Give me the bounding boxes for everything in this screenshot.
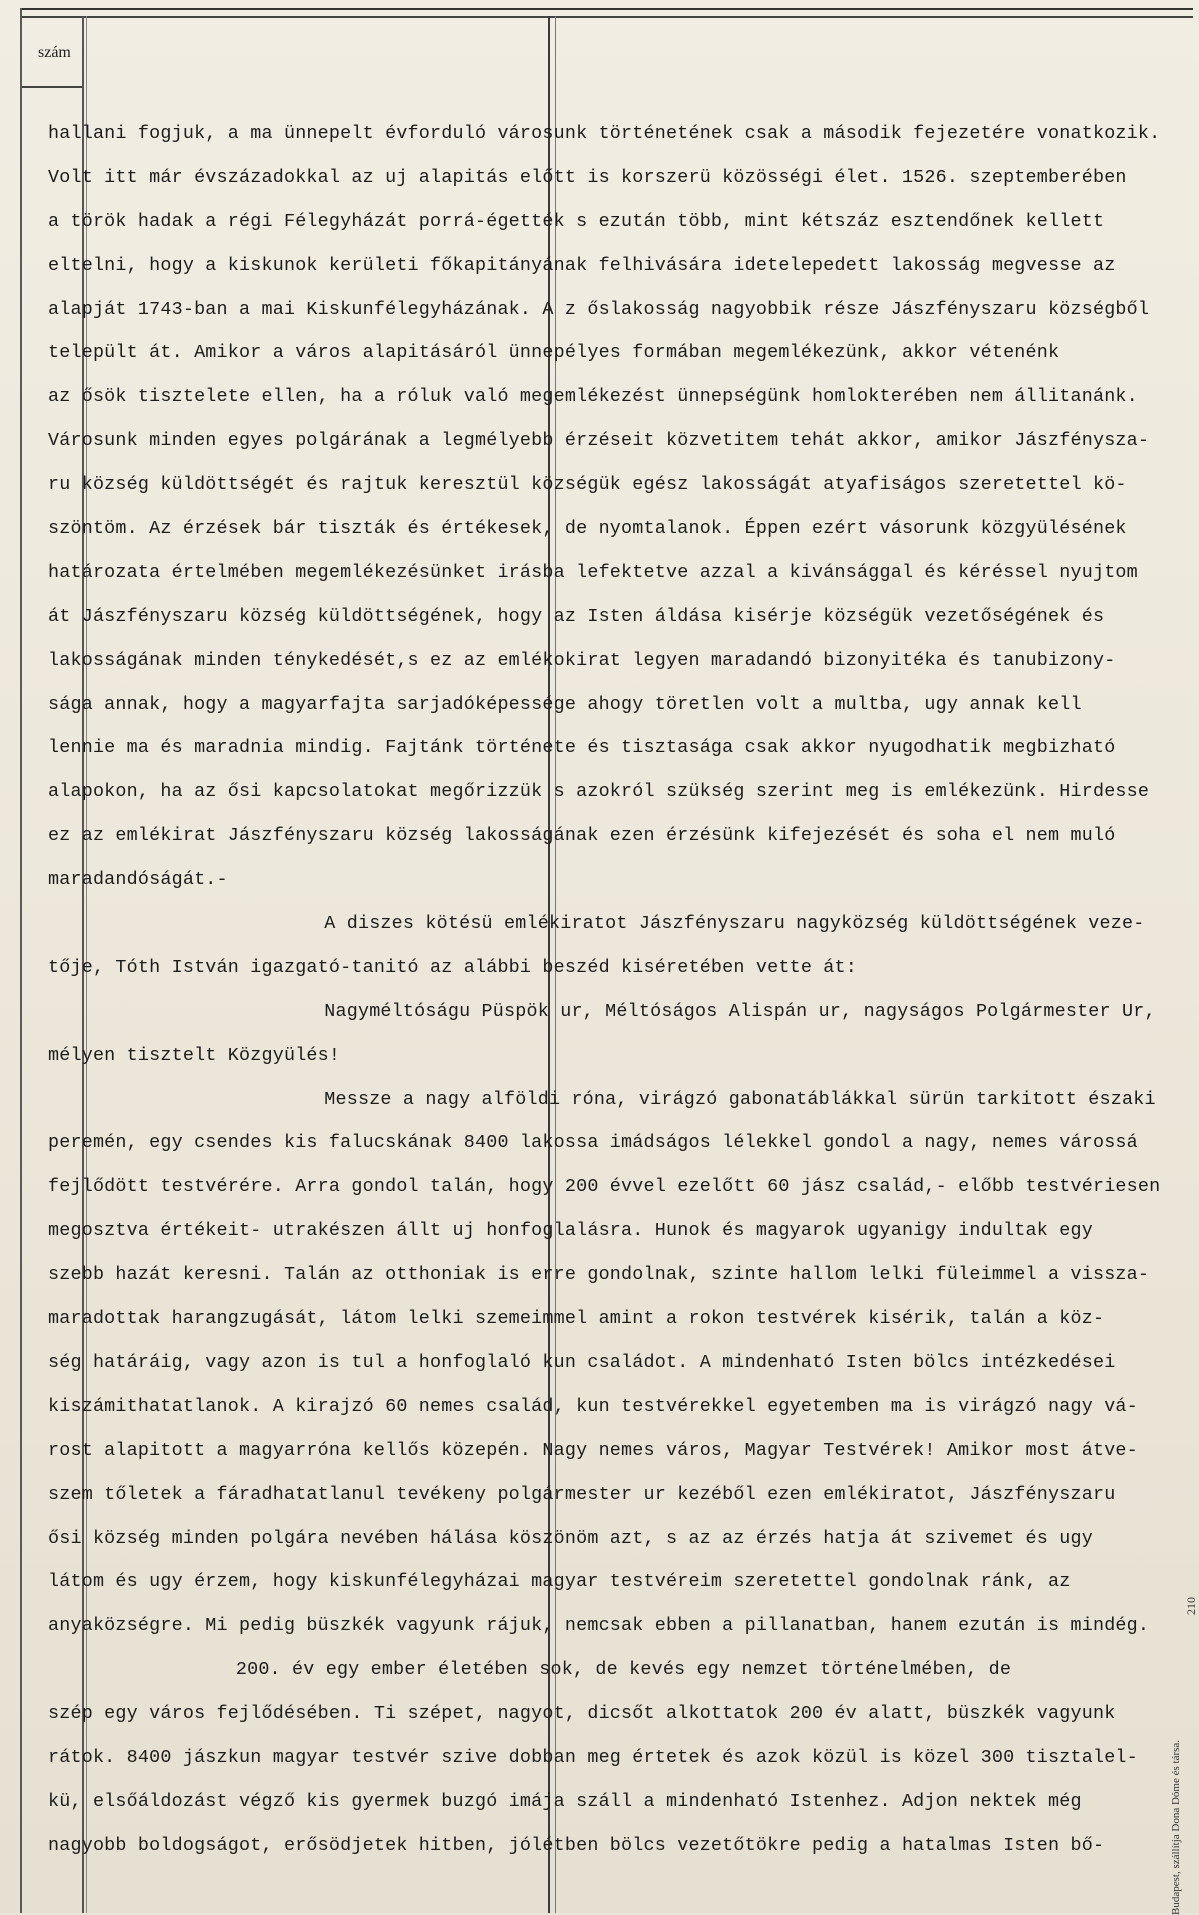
text-line: át Jászfényszaru község küldöttségének, hogy az Isten áldása kisérje községük vezetőségének és: [48, 605, 1105, 627]
top-rule-second: [20, 16, 1193, 18]
text-line: tője, Tóth István igazgató-tanitó az alábbi beszéd kiséretében vette át:: [48, 956, 858, 978]
top-rule: [20, 8, 1193, 10]
text-line: lakosságának minden ténykedését,s ez az emlékokirat legyen maradandó bizonyitéka és tanubizony-: [48, 649, 1116, 671]
text-line: fejlődött testvérére. Arra gondol talán, hogy 200 évvel ezelőtt 60 jász család,- előbb testvériesen: [48, 1176, 1161, 1198]
text-line: anyaközségre. Mi pedig büszkék vagyunk rájuk, nemcsak ebben a pillanatban, hanem ezután is mindég.: [48, 1615, 1150, 1637]
text-line: hallani fogjuk, a ma ünnepelt évforduló városunk történetének csak a második fejezetére vonatkozik.: [48, 123, 1161, 144]
text-line: alapját 1743-ban a mai Kiskunfélegyházának. A z őslakosság nagyobbik része Jászfényszaru községből: [48, 298, 1150, 320]
text-line: eltelni, hogy a kiskunok kerületi főkapitányának felhivására idetelepedett lakosság megvesse az: [48, 254, 1116, 276]
printer-imprint: Budapest, szállítja Dona Dóme és társa.: [1170, 1739, 1182, 1915]
text-line: 200. év egy ember életében sok, de kevés egy nemzet történelmében, de: [235, 1659, 1012, 1681]
text-line: Messze a nagy alföldi róna, virágzó gabonatáblákkal sürün tarkitott északi: [324, 1088, 1156, 1110]
text-line: peremén, egy csendes kis falucskának 8400 lakossa imádságos lélekkel gondol a nagy, nemes várossá: [48, 1132, 1138, 1154]
text-line: lennie ma és maradnia mindig. Fajtánk története és tisztasága csak akkor nyugodhatik megbizható: [48, 737, 1116, 759]
text-line: határozata értelmében megemlékezésünket irásba lefektetve azzal a kivánsággal és kéréssel nyujtom: [48, 561, 1138, 583]
text-line: rátok. 8400 jászkun magyar testvér szive dobban meg értetek és azok közül is közel 300 tisztalel-: [48, 1746, 1138, 1768]
text-line: sága annak, hogy a magyarfajta sarjadóképessége ahogy töretlen volt a multba, ugy annak kell: [48, 693, 1082, 715]
text-line: ez az emlékirat Jászfényszaru község lakosságának ezen érzésünk kifejezését és soha el nem muló: [48, 825, 1116, 847]
text-line: kiszámithatatlanok. A kirajzó 60 nemes család, kun testvérekkel egyetemben ma is virágzó nagy vá-: [48, 1395, 1138, 1417]
text-line: maradandóságát.-: [48, 869, 228, 891]
text-line: Városunk minden egyes polgárának a legmélyebb érzéseit közvetitem tehát akkor, amikor Jászfényszа-: [48, 430, 1150, 452]
text-line: ősi község minden polgára nevében hálása köszönöm azt, s az az érzés hatja át szivemet és ugy: [48, 1527, 1093, 1549]
text-line: ség határáig, vagy azon is tul a honfoglaló kun családot. A mindenható Isten bölcs intézkedései: [48, 1351, 1116, 1373]
text-line: szöntöm. Az érzések bár tiszták és értékesek, de nyomtalanok. Éppen ezért vásorunk közgyülésének: [48, 518, 1127, 540]
text-line: Volt itt már évszázadokkal az uj alapitás előtt is korszerü közösségi élet. 1526. szeptemberében: [48, 166, 1127, 188]
header-underline: [22, 86, 82, 88]
text-line: szebb hazát keresni. Talán az otthoniak is erre gondolnak, szinte hallom lelki füleimmel a vissza-: [48, 1264, 1150, 1286]
text-line: mélyen tisztelt Közgyülés!: [48, 1044, 341, 1066]
text-line: A diszes kötésü emlékiratot Jászfényszaru nagyközség küldöttségének veze-: [324, 913, 1145, 935]
text-line: Nagyméltóságu Püspök ur, Méltóságos Alispán ur, nagyságos Polgármester Ur,: [324, 1000, 1156, 1022]
text-line: szem tőletek a fáradhatatlanul tevékeny polgármester ur kezéből ezen emlékiratot, Jászfényszaru: [48, 1483, 1116, 1505]
text-line: nagyobb boldogságot, erősödjetek hitben, jólétben bölcs vezetőtökre pedig a hatalmas Isten bő-: [48, 1834, 1105, 1856]
text-line: a török hadak a régi Félegyházát porrá-égették s ezután több, mint kétszáz esztendőnek kellett: [48, 210, 1105, 232]
text-line: maradottak harangzugását, látom lelki szemeimmel amint a rokon testvérek kisérik, talán a köz-: [48, 1308, 1105, 1330]
text-line: megosztva értékeit- utrakészen állt uj honfoglalásra. Hunok és magyarok ugyanigy indultak egy: [48, 1220, 1093, 1242]
text-line: települt át. Amikor a város alapitásáról ünnepélyes formában megemlékezünk, akkor vétenénk: [48, 342, 1060, 364]
text-line: kü, elsőáldozást végző kis gyermek buzgó imája száll a mindenható Istenhez. Adjon nektek még: [48, 1790, 1082, 1812]
text-line: alapokon, ha az ősi kapcsolatokat megőrizzük s azokról szükség szerint meg is emlékezünk. Hirdesse: [48, 781, 1150, 803]
text-line: az ősök tisztelete ellen, ha a róluk való megemlékezést ünnepségünk homlokterében nem állitanánk.: [48, 386, 1138, 408]
text-line: szép egy város fejlődésében. Ti szépet, nagyot, dicsőt alkottatok 200 év alatt, büszkék vagyunk: [48, 1703, 1116, 1725]
text-line: ru község küldöttségét és rajtuk keresztül községük egész lakosságát atyafiságos szeretettel kö-: [48, 474, 1127, 496]
column-header-label: szám: [38, 44, 71, 61]
typed-text-body: [48, 112, 1168, 1868]
text-line: látom és ugy érzem, hogy kiskunfélegyházai magyar testvéreim szeretettel gondolnak ránk, az: [48, 1571, 1071, 1593]
page-number: 210: [1184, 1597, 1198, 1615]
left-border: [20, 8, 22, 1913]
text-line: rost alapitott a magyarróna kellős közepén. Nagy nemes város, Magyar Testvérek! Amikor most átve-: [48, 1439, 1138, 1461]
